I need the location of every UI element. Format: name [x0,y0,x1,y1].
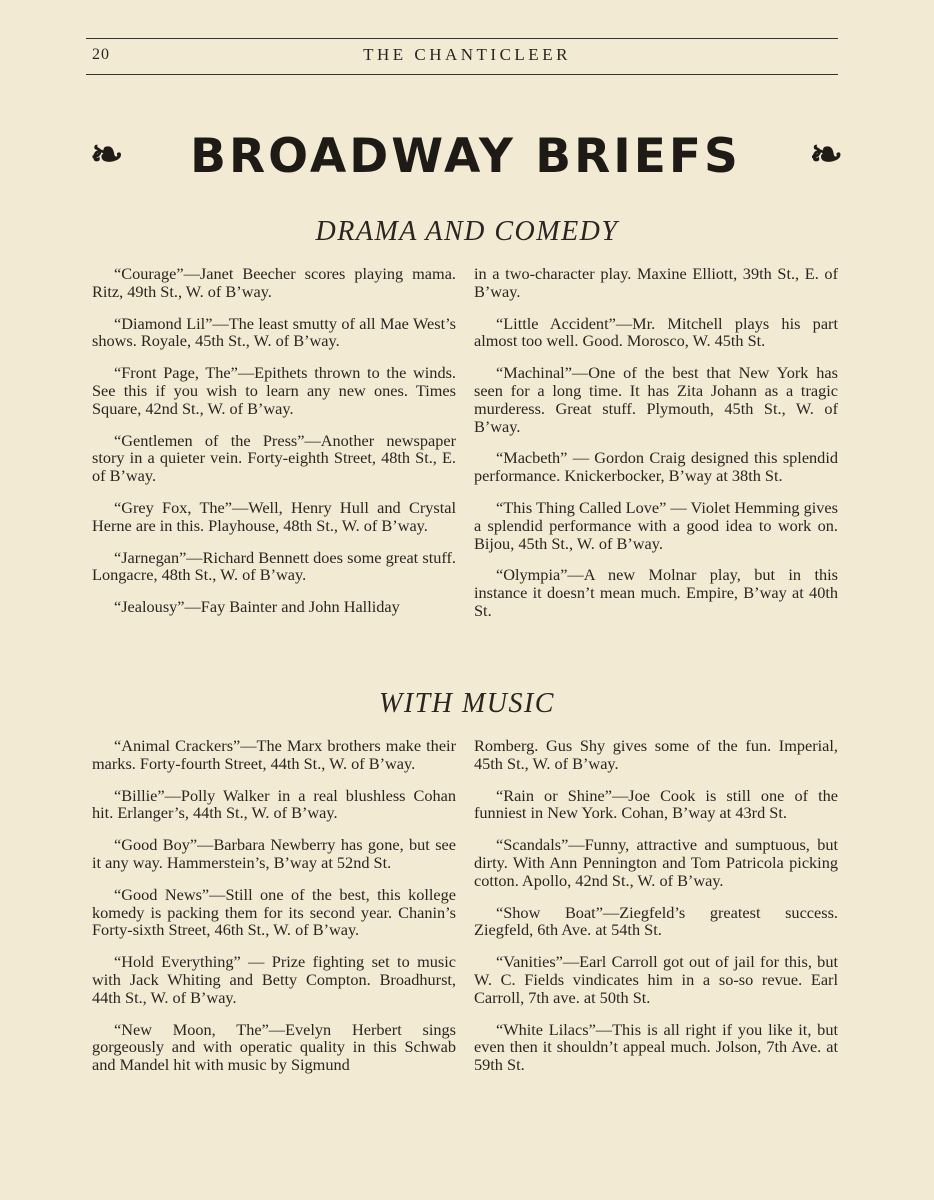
review-entry: “Hold Everything” — Prize fighting set to music with Jack Whiting and Betty Compton. Broadhurst, 44th St., W. of B’way. [92,952,456,1007]
fleuron-right-icon: ❧ [809,132,843,177]
review-entry: “Grey Fox, The”—Well, Henry Hull and Crystal Herne are in this. Playhouse, 48th St., W. of B’way. [92,497,456,535]
review-entry: “Scandals”—Funny, attractive and sumptuous, but dirty. With Ann Pennington and Tom Patricola picking cotton. Apollo, 42nd St., W. of B’way. [474,835,838,890]
review-entry: “New Moon, The”—Evelyn Herbert sings gorgeously and with operatic quality in this Schwab and Mandel hit with music by Sigmund [92,1019,456,1075]
review-entry: “Billie”—Polly Walker in a real blushless Cohan hit. Erlanger’s, 44th St., W. of B’way. [92,785,456,823]
drama-left-column [92,265,456,630]
review-entry: “Machinal”—One of the best that New York has seen for a long time. It has Zita Johann as a tragic murderess. Great stuff. Plymouth, 45th St., W. of B’way. [474,363,838,436]
review-entry: “Jarnegan”—Richard Bennett does some great stuff. Longacre, 48th St., W. of B’way. [92,547,456,585]
review-entry: “Good News”—Still one of the best, this kollege komedy is packing them for its second year. Chanin’s Forty-sixth Street, 46th St., W. of B’way. [92,884,456,940]
fleuron-left-icon: ❧ [90,132,124,177]
review-entry: “Front Page, The”—Epithets thrown to the winds. See this if you wish to learn any new ones. Times Square, 42nd St., W. of B’way. [92,363,456,418]
review-entry: “Good Boy”—Barbara Newberry has gone, but see it any way. Hammerstein’s, B’way at 52nd St. [92,835,456,872]
running-head: THE CHANTICLEER [363,45,571,64]
review-entry: “Rain or Shine”—Joe Cook is still one of the funniest in New York. Cohan, B’way at 43rd St. [474,785,838,823]
review-entry-continuation: Romberg. Gus Shy gives some of the fun. Imperial, 45th St., W. of B’way. [474,736,838,773]
banner-title: BROADWAY BRIEFS [190,129,741,184]
review-entry: “Show Boat”—Ziegfeld’s greatest success. Ziegfeld, 6th Ave. at 54th St. [474,902,838,940]
review-entry: “Diamond Lil”—The least smutty of all Mae West’s shows. Royale, 45th St., W. of B’way. [92,313,456,351]
header-bottom-rule [86,74,838,75]
section-title-with-music: WITH MUSIC [379,688,555,719]
review-entry: “This Thing Called Love” — Violet Hemming gives a splendid performance with a good idea to work on. Bijou, 45th St., W. of B’way. [474,497,838,553]
page-number: 20 [92,46,110,63]
music-left-column [92,737,456,1088]
review-entry: “Olympia”—A new Molnar play, but in this instance it doesn’t mean much. Empire, B’way at 40th St. [474,565,838,620]
header-top-rule [86,38,838,39]
review-entry: “Gentlemen of the Press”—Another newspaper story in a quieter vein. Forty-eighth Street, 48th St., E. of B’way. [92,430,456,486]
review-entry: “Macbeth” — Gordon Craig designed this splendid performance. Knickerbocker, B’way at 38th St. [474,448,838,486]
review-entry: “Jealousy”—Fay Bainter and John Halliday [114,597,400,617]
review-entry-continuation: in a two-character play. Maxine Elliott, 39th St., E. of B’way. [474,264,838,301]
review-entry: “Vanities”—Earl Carroll got out of jail for this, but W. C. Fields vindicates him in a so-so revue. Earl Carroll, 7th ave. at 50th St. [474,952,838,1007]
section-title-drama-and-comedy: DRAMA AND COMEDY [315,216,619,247]
review-entry: “Little Accident”—Mr. Mitchell plays his part almost too well. Good. Morosco, W. 45th St. [474,313,838,351]
drama-right-column [474,265,838,634]
review-entry: “White Lilacs”—This is all right if you like it, but even then it shouldn’t appeal much. Jolson, 7th Ave. at 59th St. [474,1019,838,1075]
banner [88,128,843,188]
review-entry: “Courage”—Janet Beecher scores playing mama. Ritz, 49th St., W. of B’way. [92,264,456,301]
music-right-column [474,737,838,1088]
review-entry: “Animal Crackers”—The Marx brothers make their marks. Forty-fourth Street, 44th St., W. of B’way. [92,736,456,773]
